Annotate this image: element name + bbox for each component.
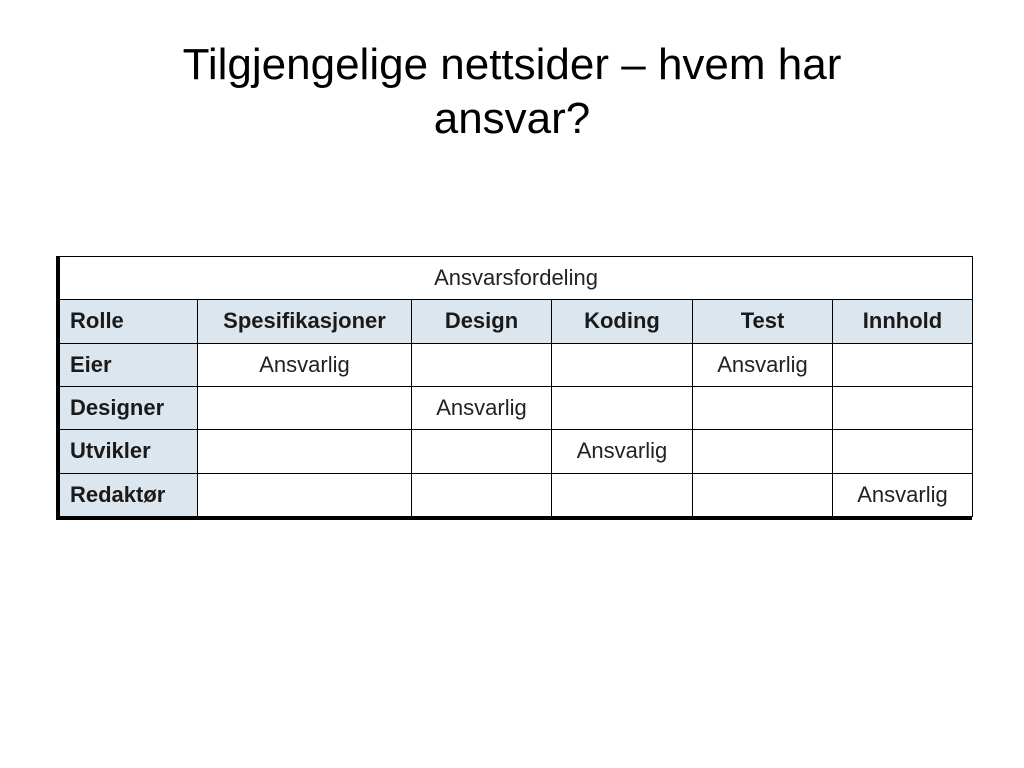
slide-title-line-1: Tilgjengelige nettsider – hvem har bbox=[182, 40, 842, 89]
table-cell bbox=[198, 473, 412, 516]
table-cell: Ansvarlig bbox=[833, 473, 973, 516]
row-header-designer: Designer bbox=[60, 386, 198, 429]
table-cell bbox=[693, 386, 833, 429]
table-row bbox=[60, 473, 973, 516]
table-header-row bbox=[60, 300, 973, 343]
column-header-coding: Koding bbox=[552, 300, 693, 343]
table-caption-row bbox=[60, 257, 973, 300]
column-header-design: Design bbox=[412, 300, 552, 343]
table-row bbox=[60, 430, 973, 473]
table-cell bbox=[198, 386, 412, 429]
table-cell: Ansvarlig bbox=[412, 386, 552, 429]
responsibility-table bbox=[59, 256, 973, 517]
row-header-developer: Utvikler bbox=[60, 430, 198, 473]
table-cell bbox=[412, 473, 552, 516]
column-header-content: Innhold bbox=[833, 300, 973, 343]
table-cell: Ansvarlig bbox=[693, 343, 833, 386]
table-cell bbox=[833, 343, 973, 386]
table-cell bbox=[693, 473, 833, 516]
table-cell bbox=[833, 386, 973, 429]
table-cell bbox=[552, 473, 693, 516]
table-caption: Ansvarsfordeling bbox=[60, 257, 973, 300]
table-row bbox=[60, 386, 973, 429]
table-cell bbox=[552, 386, 693, 429]
row-header-editor: Redaktør bbox=[60, 473, 198, 516]
slide-title-line-2: ansvar? bbox=[433, 94, 591, 143]
responsibility-table-frame bbox=[56, 256, 972, 520]
column-header-role: Rolle bbox=[60, 300, 198, 343]
column-header-test: Test bbox=[693, 300, 833, 343]
column-header-specifications: Spesifikasjoner bbox=[198, 300, 412, 343]
table-cell bbox=[412, 430, 552, 473]
table-cell bbox=[693, 430, 833, 473]
table-cell: Ansvarlig bbox=[552, 430, 693, 473]
row-header-owner: Eier bbox=[60, 343, 198, 386]
table-cell: Ansvarlig bbox=[198, 343, 412, 386]
table-cell bbox=[833, 430, 973, 473]
table-cell bbox=[198, 430, 412, 473]
table-row bbox=[60, 343, 973, 386]
table-cell bbox=[552, 343, 693, 386]
table-cell bbox=[412, 343, 552, 386]
slide-title bbox=[0, 38, 1024, 146]
